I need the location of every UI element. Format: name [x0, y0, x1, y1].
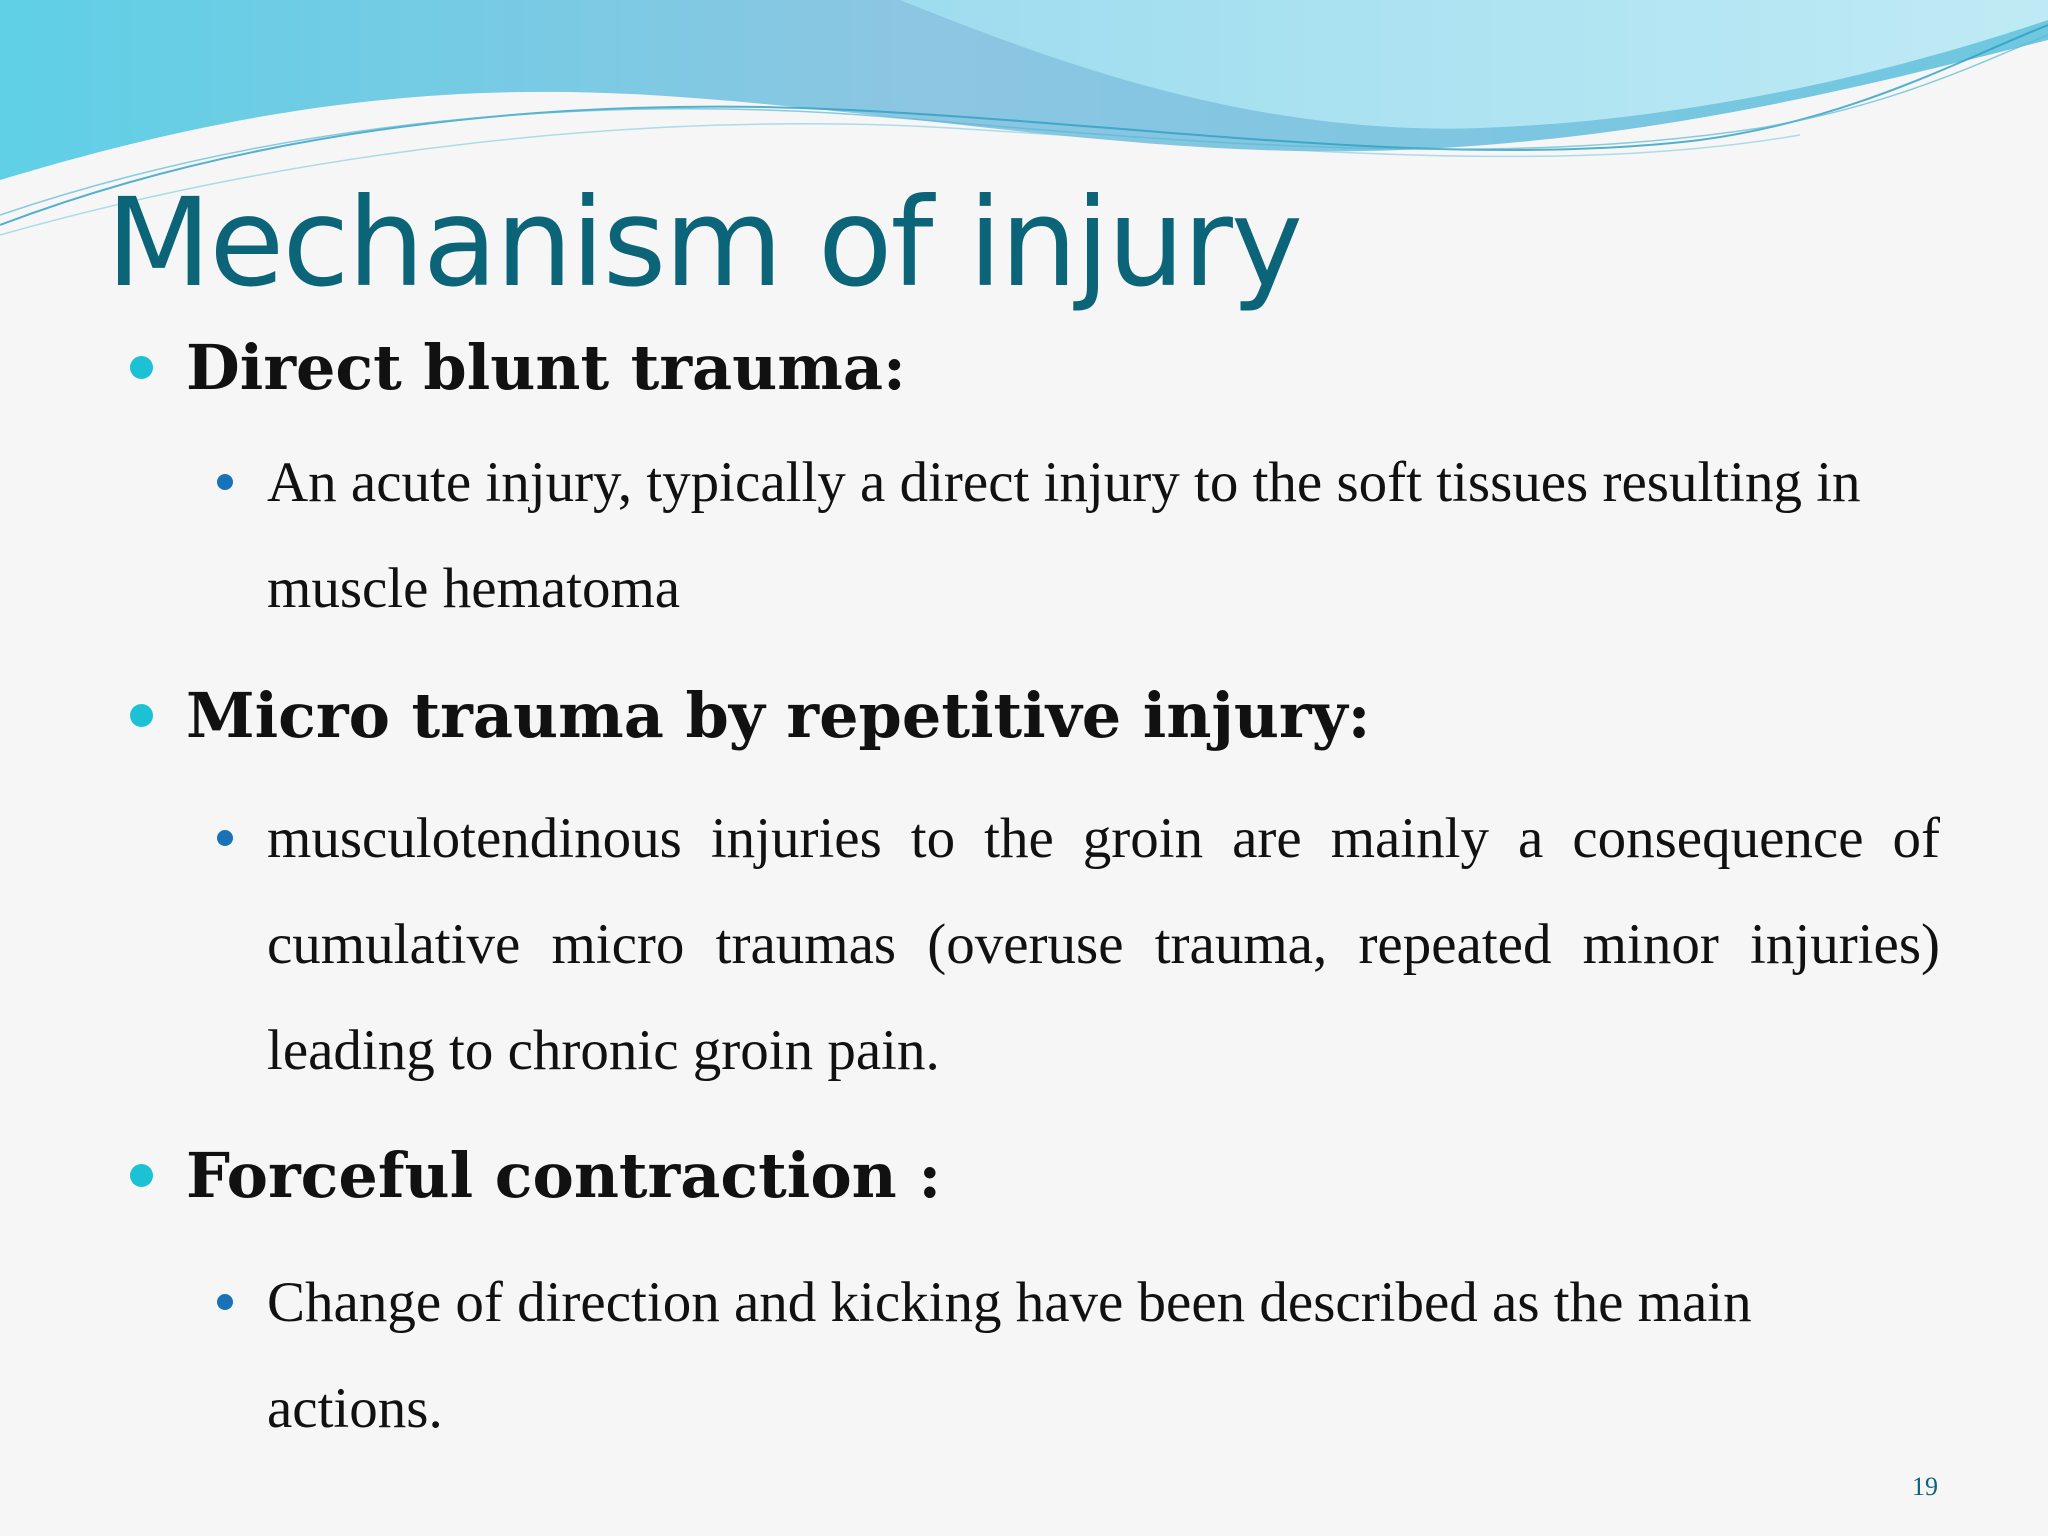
page-number: 19 [1912, 1472, 1938, 1501]
level1-bullet-icon [130, 704, 153, 727]
bullet-text: Change of direction and kicking have been described as the main actions. [267, 1271, 1752, 1440]
bullet-text: musculotendinous injuries to the groin are mainly a consequence of cumulative micro traumas (overuse trauma, repeated minor injuries) leading to chronic groin pain. [267, 807, 1940, 1082]
level1-bullet-icon [130, 356, 153, 379]
bullet-text: An acute injury, typically a direct injury to the soft tissues resulting in muscle hematoma [267, 451, 1861, 620]
bullet-heading: Micro trauma by repetitive injury: [186, 679, 1371, 752]
level2-bullet-icon [217, 474, 233, 490]
bullet-heading: Direct blunt trauma: [186, 331, 906, 404]
level2-bullet-icon [217, 830, 233, 846]
level2-bullet-icon [217, 1294, 233, 1310]
bullet-heading: Forceful contraction : [186, 1139, 942, 1212]
level1-bullet-icon [130, 1164, 153, 1187]
slide-title: Mechanism of injury [106, 172, 1302, 314]
